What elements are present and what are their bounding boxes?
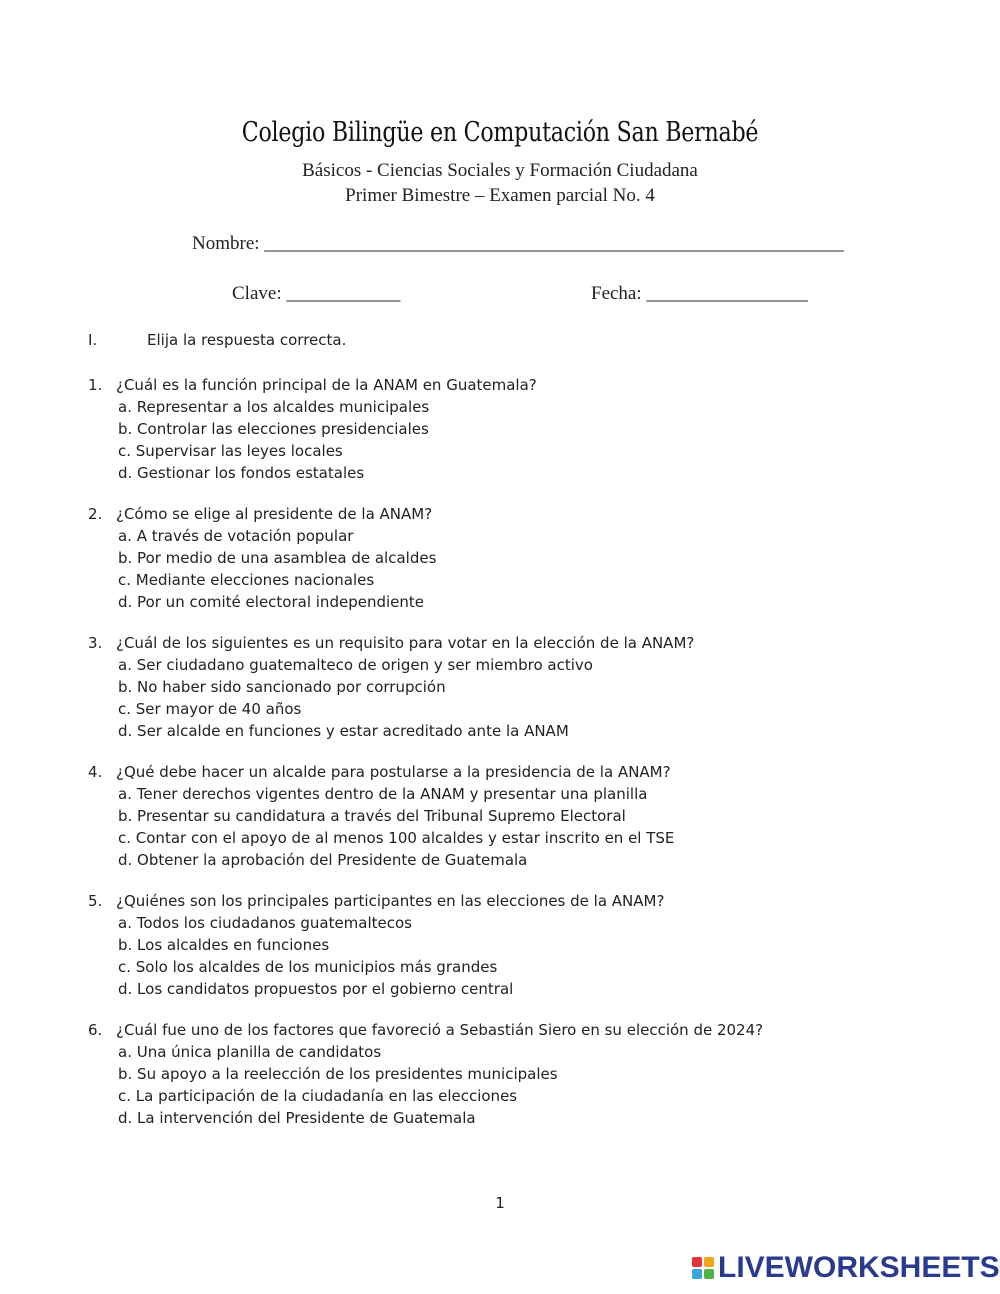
section-numeral: I. bbox=[88, 331, 98, 349]
answer-option-d[interactable]: d. Gestionar los fondos estatales bbox=[118, 464, 365, 482]
question-text: ¿Cuál de los siguientes es un requisito para votar en la elección de la ANAM? bbox=[116, 634, 695, 652]
logo-tile-i bbox=[704, 1257, 714, 1267]
question-number: 3. bbox=[88, 634, 103, 652]
answer-option-b[interactable]: b. Por medio de una asamblea de alcaldes bbox=[118, 549, 437, 567]
fecha-field[interactable]: Fecha: _________________ bbox=[591, 283, 808, 304]
question-line bbox=[88, 503, 968, 525]
question-number: 1. bbox=[88, 376, 103, 394]
question-text: ¿Cuál fue uno de los factores que favoreció a Sebastián Siero en su elección de 2024? bbox=[116, 1021, 764, 1039]
answer-option-c[interactable]: c. Solo los alcaldes de los municipios más grandes bbox=[118, 958, 498, 976]
question-line bbox=[88, 890, 968, 912]
answer-option-b[interactable]: b. Los alcaldes en funciones bbox=[118, 936, 330, 954]
question-text: ¿Qué debe hacer un alcalde para postularse a la presidencia de la ANAM? bbox=[116, 763, 671, 781]
answer-option-d[interactable]: d. Por un comité electoral independiente bbox=[118, 593, 424, 611]
answer-option-b[interactable]: b. No haber sido sancionado por corrupción bbox=[118, 678, 446, 696]
school-name: Colegio Bilingüe en Computación San Bernabé bbox=[241, 117, 759, 148]
logo-tile-v bbox=[692, 1269, 702, 1279]
section-instruction: Elija la respuesta correcta. bbox=[147, 331, 347, 349]
answer-option-d[interactable]: d. La intervención del Presidente de Guatemala bbox=[118, 1109, 476, 1127]
answer-option-b[interactable]: b. Controlar las elecciones presidenciales bbox=[118, 420, 429, 438]
answer-option-c[interactable]: c. Supervisar las leyes locales bbox=[118, 442, 343, 460]
question-text: ¿Cuál es la función principal de la ANAM en Guatemala? bbox=[116, 376, 537, 394]
brand-name: LIVEWORKSHEETS bbox=[718, 1251, 1000, 1284]
answer-option-a[interactable]: a. Tener derechos vigentes dentro de la ANAM y presentar una planilla bbox=[118, 785, 648, 803]
answer-option-d[interactable]: d. Los candidatos propuestos por el gobierno central bbox=[118, 980, 514, 998]
answer-option-b[interactable]: b. Presentar su candidatura a través del Tribunal Supremo Electoral bbox=[118, 807, 626, 825]
answer-option-a[interactable]: a. A través de votación popular bbox=[118, 527, 354, 545]
question-line bbox=[88, 374, 968, 396]
nombre-field[interactable]: Nombre: _____________________________________________________________ bbox=[192, 233, 844, 254]
question-number: 4. bbox=[88, 763, 103, 781]
question-line bbox=[88, 1019, 968, 1041]
question-5 bbox=[88, 890, 968, 1000]
answer-option-c[interactable]: c. Mediante elecciones nacionales bbox=[118, 571, 375, 589]
question-line bbox=[88, 761, 968, 783]
question-number: 6. bbox=[88, 1021, 103, 1039]
subject-title: Básicos - Ciencias Sociales y Formación Ciudadana bbox=[302, 160, 698, 181]
question-number: 5. bbox=[88, 892, 103, 910]
answer-option-c[interactable]: c. Contar con el apoyo de al menos 100 alcaldes y estar inscrito en el TSE bbox=[118, 829, 675, 847]
answer-option-b[interactable]: b. Su apoyo a la reelección de los presidentes municipales bbox=[118, 1065, 558, 1083]
answer-option-d[interactable]: d. Ser alcalde en funciones y estar acreditado ante la ANAM bbox=[118, 722, 569, 740]
live-logo-icon bbox=[692, 1257, 714, 1279]
logo-tile-e bbox=[704, 1269, 714, 1279]
answer-option-a[interactable]: a. Ser ciudadano guatemalteco de origen y ser miembro activo bbox=[118, 656, 593, 674]
question-number: 2. bbox=[88, 505, 103, 523]
question-2 bbox=[88, 503, 968, 613]
answer-option-a[interactable]: a. Representar a los alcaldes municipales bbox=[118, 398, 430, 416]
answer-option-a[interactable]: a. Todos los ciudadanos guatemaltecos bbox=[118, 914, 412, 932]
page-number: 1 bbox=[495, 1194, 505, 1212]
question-line bbox=[88, 632, 968, 654]
answer-option-c[interactable]: c. La participación de la ciudadanía en las elecciones bbox=[118, 1087, 518, 1105]
question-text: ¿Quiénes son los principales participantes en las elecciones de la ANAM? bbox=[116, 892, 665, 910]
question-3 bbox=[88, 632, 968, 742]
question-1 bbox=[88, 374, 968, 484]
answer-option-c[interactable]: c. Ser mayor de 40 años bbox=[118, 700, 302, 718]
question-text: ¿Cómo se elige al presidente de la ANAM? bbox=[116, 505, 433, 523]
liveworksheets-logo[interactable] bbox=[692, 1251, 1000, 1285]
question-4 bbox=[88, 761, 968, 871]
exam-title: Primer Bimestre – Examen parcial No. 4 bbox=[345, 185, 655, 206]
logo-tile-l bbox=[692, 1257, 702, 1267]
clave-field[interactable]: Clave: ____________ bbox=[232, 283, 401, 304]
answer-option-d[interactable]: d. Obtener la aprobación del Presidente de Guatemala bbox=[118, 851, 528, 869]
question-6 bbox=[88, 1019, 968, 1129]
answer-option-a[interactable]: a. Una única planilla de candidatos bbox=[118, 1043, 382, 1061]
